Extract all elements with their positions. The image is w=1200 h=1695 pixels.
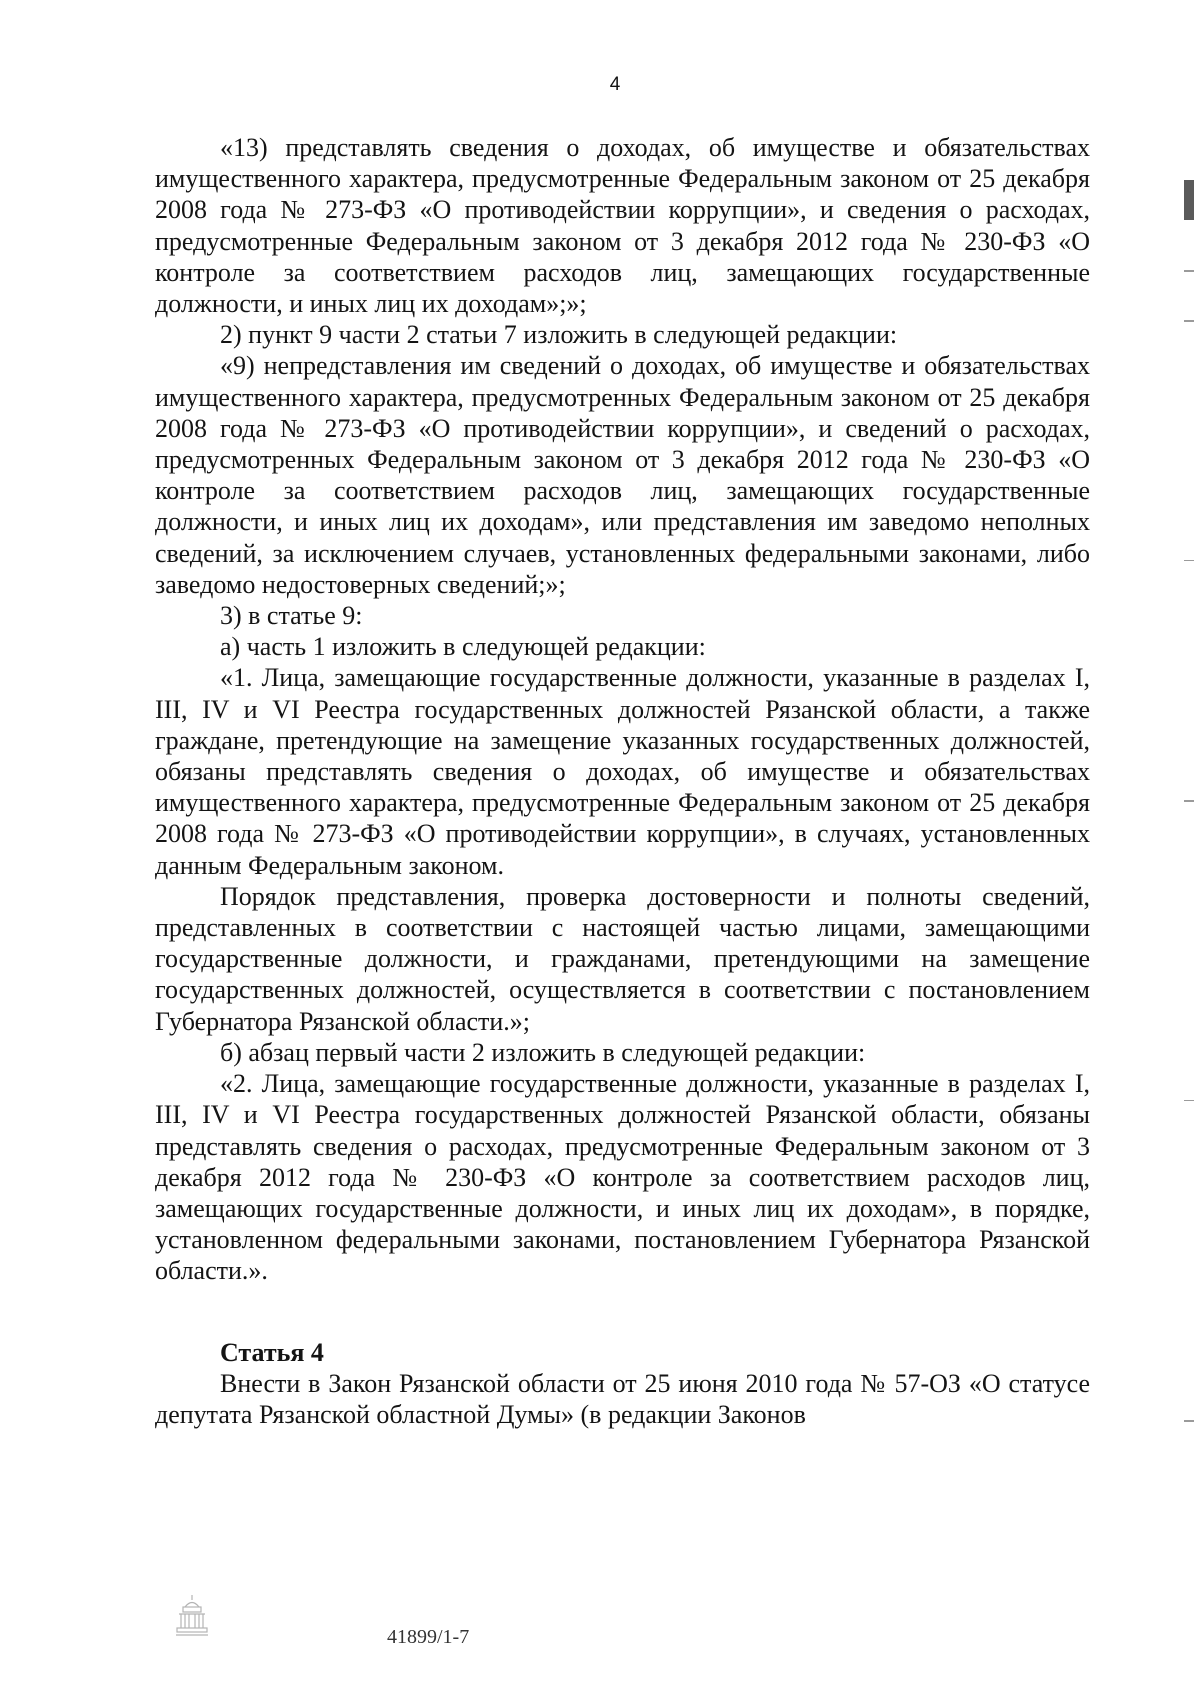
document-code: 41899/1-7 bbox=[387, 1626, 470, 1648]
paragraph-procedure: Порядок представления, проверка достоверности и полноты сведений, представленных в соответствии с настоящей частью лицами, замещающими государственные должности, и гражданами, претендующими на замещение государственных должностей, осуществляется в соответствии с постановлением Губернатора Рязанской области.»; bbox=[155, 881, 1090, 1036]
paragraph-part-1: «1. Лица, замещающие государственные должности, указанные в разделах I, III, IV и VI Реестра государственных должностей Рязанской области, а также граждане, претендующие на замещение указанных государственных должностей, обязаны представлять сведения о доходах, об имуществе и обязательствах имущественного характера, предусмотренные Федеральным законом от 25 декабря 2008 года № 273-ФЗ «О противодействии коррупции», в случаях, установленных данным Федеральным законом. bbox=[155, 663, 1090, 880]
paragraph-subpoint-b: б) абзац первый части 2 изложить в следующей редакции: bbox=[220, 1037, 866, 1067]
scan-edge-marks bbox=[1182, 40, 1196, 1640]
article-text: Внести в Закон Рязанской области от 25 июня 2010 года № 57-ОЗ «О статусе депутата Рязанской областной Думы» (в редакции Законов bbox=[155, 1368, 1090, 1429]
paragraph-item-9: «9) непредставления им сведений о доходах, об имуществе и обязательствах имущественного характера, предусмотренных Федеральным законом от 25 декабря 2008 года № 273-ФЗ «О противодействии коррупции», и сведений о расходах, предусмотренных Федеральным законом от 3 декабря 2012 года № 230-ФЗ «О контроле за соответствием расходов лиц, замещающих государственные должности, и иных лиц их доходам», или представления им заведомо неполных сведений, за исключением случаев, установленных федеральными законами, либо заведомо недостоверных сведений;»; bbox=[155, 351, 1090, 599]
document-body bbox=[155, 132, 1090, 1430]
article-title: Статья 4 bbox=[220, 1337, 324, 1367]
paragraph-subpoint-a: а) часть 1 изложить в следующей редакции: bbox=[220, 632, 706, 662]
paragraph-point-2: 2) пункт 9 части 2 статьи 7 изложить в следующей редакции: bbox=[220, 320, 898, 350]
paragraph-item-13: «13) представлять сведения о доходах, об имуществе и обязательствах имущественного характера, предусмотренные Федеральным законом от 25 декабря 2008 года № 273-ФЗ «О противодействии коррупции», и сведения о расходах, предусмотренные Федеральным законом от 3 декабря 2012 года № 230-ФЗ «О контроле за соответствием расходов лиц, замещающих государственные должности, и иных лиц их доходам»;»; bbox=[155, 133, 1090, 319]
paragraph-part-2: «2. Лица, замещающие государственные должности, указанные в разделах I, III, IV и VI Реестра государственных должностей Рязанской области, обязаны представлять сведения о расходах, предусмотренные Федеральным законом от 3 декабря 2012 года № 230-ФЗ «О контроле за соответствием расходов лиц, замещающих государственные должности, и иных лиц их доходам», в порядке, установленном федеральными законами, постановлением Губернатора Рязанской области.». bbox=[155, 1069, 1090, 1286]
building-seal-icon bbox=[174, 1592, 210, 1638]
page-number: 4 bbox=[609, 74, 621, 95]
paragraph-point-3: 3) в статье 9: bbox=[220, 601, 363, 631]
